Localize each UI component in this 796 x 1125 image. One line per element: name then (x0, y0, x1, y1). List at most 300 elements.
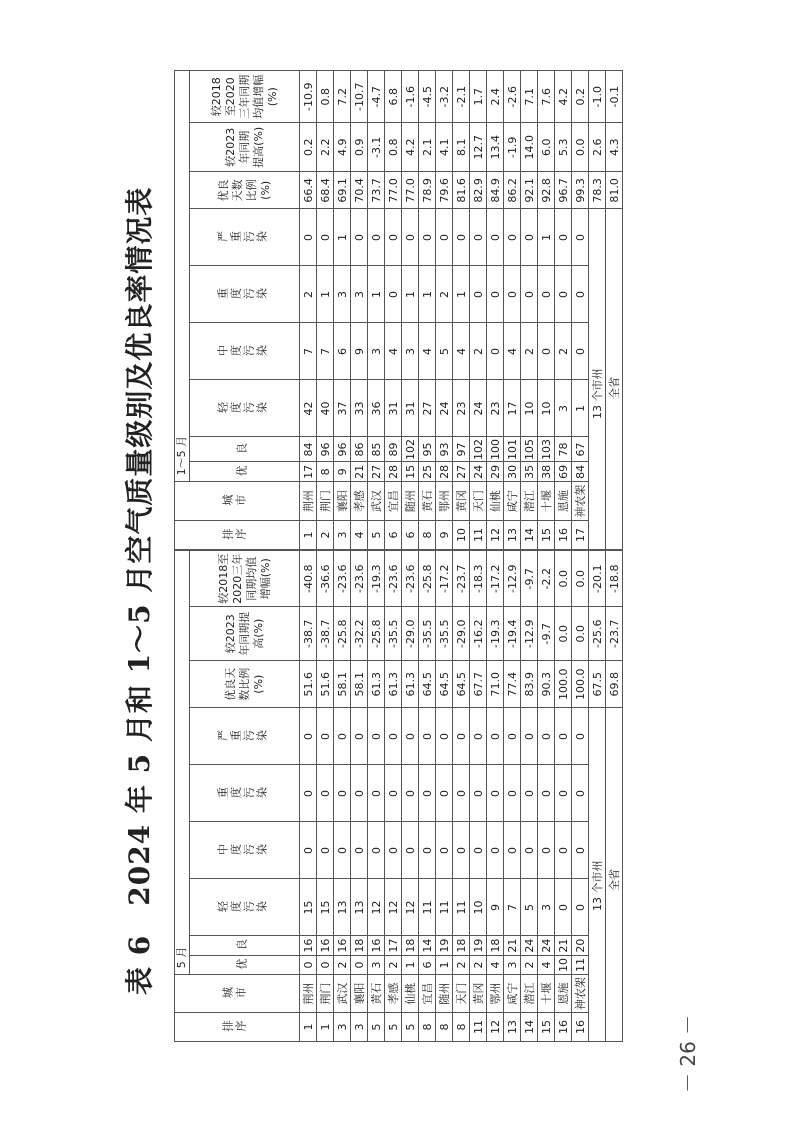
table-cell: 27 (419, 380, 436, 437)
table-cell: 0 (504, 209, 521, 266)
table-cell: 1.7 (470, 71, 487, 123)
table-cell: 12.7 (470, 123, 487, 172)
table-row (385, 551, 402, 1042)
table-row (572, 71, 589, 550)
table-cell: 0 (504, 765, 521, 822)
table-cell: 0 (334, 708, 351, 765)
ratio-header: 优良天数比例(%) (190, 172, 300, 209)
table-cell: -29.0 (453, 607, 470, 660)
table-cell: 4 (487, 955, 504, 974)
table-cell: 1 (334, 209, 351, 266)
table-cell: 0 (368, 822, 385, 879)
table-cell: 0 (317, 708, 334, 765)
table-cell: 0 (436, 765, 453, 822)
table-cell: 77.0 (402, 172, 419, 209)
table-cell: 0 (521, 708, 538, 765)
table-cell: 1 (402, 955, 419, 974)
table-cell: 81.6 (453, 172, 470, 209)
table-cell: 0 (538, 323, 555, 380)
table-cell: 0 (351, 209, 368, 266)
table-cell: 31 (385, 380, 402, 437)
table-cell: 11 (470, 1013, 487, 1042)
table-row (419, 551, 436, 1042)
table-cell: 78 (555, 437, 572, 462)
table-cell: 16 (300, 936, 317, 955)
table-cell: 19 (470, 936, 487, 955)
table-cell: 2 (436, 266, 453, 323)
table-cell: 16 (555, 1013, 572, 1042)
table-cell: 0 (538, 266, 555, 323)
table-cell: 1 (436, 955, 453, 974)
table-cell: 0 (385, 266, 402, 323)
table-cell: -2.1 (453, 71, 470, 123)
table-cell: 0 (521, 765, 538, 822)
table-cell: 0 (470, 822, 487, 879)
table-cell: 0 (402, 209, 419, 266)
table-cell: 96 (334, 437, 351, 462)
table-cell: 0.2 (572, 71, 589, 123)
vs2023-header: 较2023年同期提高(%) (190, 607, 300, 660)
table-cell: 0 (470, 765, 487, 822)
table-cell: 0 (555, 765, 572, 822)
table-cell: 24 (470, 462, 487, 482)
table-cell: 5 (368, 521, 385, 550)
table-cell: 100.0 (572, 660, 589, 708)
summary-cell: -1.0 (589, 71, 606, 123)
table-cell: -1.9 (504, 123, 521, 172)
table-row (538, 551, 555, 1042)
table-cell: 97 (453, 437, 470, 462)
table-cell: 4.2 (402, 123, 419, 172)
table-cell: 96 (317, 437, 334, 462)
table-cell: 86 (351, 437, 368, 462)
table-cell: 27 (368, 462, 385, 482)
table-cell: 8.1 (453, 123, 470, 172)
table-cell: 0.2 (300, 123, 317, 172)
table-cell: -12.9 (521, 607, 538, 660)
table-cell: 12 (487, 521, 504, 550)
table-cell: 92.8 (538, 172, 555, 209)
table-cell: 14 (521, 1013, 538, 1042)
table-row (521, 551, 538, 1042)
table-cell: 73.7 (368, 172, 385, 209)
table-cell: -2.2 (538, 551, 555, 607)
period-label-may: 5 月 (175, 551, 190, 975)
table-cell: 宜昌 (419, 975, 436, 1013)
summary-row (606, 71, 623, 550)
table-cell: 襄阳 (334, 482, 351, 521)
table-cell: -29.0 (402, 607, 419, 660)
table-row (470, 71, 487, 550)
table-cell: 0 (385, 765, 402, 822)
table-cell: 咸宁 (504, 482, 521, 521)
table-cell: 9 (351, 323, 368, 380)
table-cell: 64.5 (419, 660, 436, 708)
table-cell: 0 (300, 955, 317, 974)
table-cell: 61.3 (368, 660, 385, 708)
table-cell: 38 (538, 462, 555, 482)
table-cell: 0 (555, 708, 572, 765)
page-number: － 26 － (676, 1014, 700, 1093)
table-cell: 100 (487, 437, 504, 462)
table-cell: 3 (402, 323, 419, 380)
table-cell: 21 (555, 936, 572, 955)
table-cell: 51.6 (300, 660, 317, 708)
table-cell: -9.7 (538, 607, 555, 660)
table-cell: 10 (555, 955, 572, 974)
table-cell: 61.3 (402, 660, 419, 708)
city-header: 城市 (175, 975, 300, 1013)
table-cell: 1 (453, 266, 470, 323)
summary-cell: 69.8 (606, 660, 623, 708)
table-cell: 0 (402, 765, 419, 822)
table-cell: 0 (487, 266, 504, 323)
table-cell: 12 (368, 879, 385, 936)
table-cell: 69 (555, 462, 572, 482)
table-cell: 恩施 (555, 975, 572, 1013)
table-cell: 13 (351, 879, 368, 936)
excellent-header: 优 (190, 462, 300, 482)
table-cell: -23.6 (334, 551, 351, 607)
table-cell: 0 (572, 765, 589, 822)
table-cell: 3 (368, 323, 385, 380)
table-cell: 黄冈 (453, 482, 470, 521)
table-cell: 4 (419, 323, 436, 380)
table-cell: 5 (436, 323, 453, 380)
table-cell: 1 (300, 521, 317, 550)
document-title: 表 6 2024 年 5 月和 1～5 月空气质量级别及优良率情况表 (123, 186, 156, 995)
table-cell: 2.1 (419, 123, 436, 172)
table-cell: 13.4 (487, 123, 504, 172)
table-cell: 3 (334, 266, 351, 323)
table-cell: 4.2 (555, 71, 572, 123)
table-cell: 66.4 (300, 172, 317, 209)
table-cell: 0.0 (572, 551, 589, 607)
table-cell: 79.6 (436, 172, 453, 209)
summary-label: 全省 (606, 209, 623, 550)
table-cell: -40.8 (300, 551, 317, 607)
table-cell: 0 (368, 209, 385, 266)
table-row (402, 551, 419, 1042)
table-cell: 0 (385, 209, 402, 266)
table-cell: 0 (317, 209, 334, 266)
table-cell: -23.6 (402, 551, 419, 607)
table-cell: 4.1 (436, 123, 453, 172)
table-cell: 35 (521, 462, 538, 482)
table-cell: 64.5 (453, 660, 470, 708)
table-cell: 0 (504, 708, 521, 765)
table-cell: 86.2 (504, 172, 521, 209)
table-cell: 71.0 (487, 660, 504, 708)
table-cell: 12 (385, 879, 402, 936)
table-cell: -1.6 (402, 71, 419, 123)
table-cell: 6.0 (538, 123, 555, 172)
table-cell: 0.8 (317, 71, 334, 123)
table-cell: -16.2 (470, 607, 487, 660)
table-cell: -35.5 (436, 607, 453, 660)
table-cell: 84.9 (487, 172, 504, 209)
table-cell: 0 (470, 708, 487, 765)
table-cell: 28 (436, 462, 453, 482)
good-header: 良 (190, 437, 300, 462)
table-cell: 鄂州 (487, 975, 504, 1013)
table-cell: 0 (555, 879, 572, 936)
table-cell: 12 (487, 1013, 504, 1042)
table-cell: -38.7 (317, 607, 334, 660)
period-label-jan-may: 1～5 月 (175, 71, 190, 482)
table-cell: 宜昌 (385, 482, 402, 521)
table-cell: 77.4 (504, 660, 521, 708)
moderate-header: 中度污染 (190, 323, 300, 380)
table-row (453, 71, 470, 550)
table-cell: 7 (300, 323, 317, 380)
table-cell: 0 (453, 209, 470, 266)
table-cell: 15 (402, 462, 419, 482)
rank-header: 排序 (175, 521, 300, 550)
table-row (436, 551, 453, 1042)
table-cell: -35.5 (385, 607, 402, 660)
table-cell: 18 (351, 936, 368, 955)
table-cell: 7.2 (334, 71, 351, 123)
summary-cell: -23.7 (606, 607, 623, 660)
table-cell: 0 (572, 822, 589, 879)
table-cell: 3 (555, 380, 572, 437)
table-cell: 51.6 (317, 660, 334, 708)
table-cell: 0 (317, 955, 334, 974)
table-cell: 14.0 (521, 123, 538, 172)
table-cell: -38.7 (300, 607, 317, 660)
table-cell: 0 (572, 879, 589, 936)
table-cell: 0 (419, 765, 436, 822)
table-cell: 13 (504, 1013, 521, 1042)
table-cell: 2 (300, 266, 317, 323)
table-cell: 十堰 (538, 482, 555, 521)
table-cell: 0 (385, 708, 402, 765)
table-cell: -12.9 (504, 551, 521, 607)
table-row (419, 71, 436, 550)
table-cell: 6 (385, 521, 402, 550)
table-cell: 7.1 (521, 71, 538, 123)
table-cell: 2 (453, 955, 470, 974)
rank-header: 排序 (175, 1013, 300, 1042)
table-cell: 0 (538, 765, 555, 822)
table-cell: -19.3 (368, 551, 385, 607)
vs-avg-header: 较2018至2020三年同期均值增幅(%) (190, 71, 300, 123)
table-cell: 24 (521, 936, 538, 955)
table-cell: 4 (385, 323, 402, 380)
table-cell: 3 (368, 955, 385, 974)
table-cell: 61.3 (385, 660, 402, 708)
table-cell: 93 (436, 437, 453, 462)
table-cell: 1 (317, 1013, 334, 1042)
table-cell: 黄冈 (470, 975, 487, 1013)
table-cell: 36 (368, 380, 385, 437)
table-cell: 0.0 (555, 607, 572, 660)
table-row (436, 71, 453, 550)
table-cell: 1 (368, 266, 385, 323)
table-cell: -4.5 (419, 71, 436, 123)
table-cell: 30 (504, 462, 521, 482)
table-cell: 0 (470, 209, 487, 266)
table-cell: 5.3 (555, 123, 572, 172)
table-cell: 16 (555, 521, 572, 550)
table-cell: -2.6 (504, 71, 521, 123)
table-cell: 0 (487, 708, 504, 765)
table-cell: 15 (538, 1013, 555, 1042)
table-row (317, 71, 334, 550)
table-cell: 0 (300, 209, 317, 266)
table-cell: 2 (385, 955, 402, 974)
table-cell: 0 (351, 708, 368, 765)
table-cell: 荆门 (317, 975, 334, 1013)
table-cell: 孝感 (385, 975, 402, 1013)
table-cell: 0 (538, 822, 555, 879)
table-row (470, 551, 487, 1042)
table-cell: 15 (317, 879, 334, 936)
table-cell: 11 (436, 879, 453, 936)
table-cell: 0 (555, 266, 572, 323)
light-header: 轻度污染 (190, 380, 300, 437)
table-cell: 7.6 (538, 71, 555, 123)
table-cell: 33 (351, 380, 368, 437)
table-cell: 0 (368, 765, 385, 822)
table-cell: 90.3 (538, 660, 555, 708)
table-cell: 105 (521, 437, 538, 462)
summary-cell: 81.0 (606, 172, 623, 209)
table-cell: 28 (385, 462, 402, 482)
table-cell: 13 (334, 879, 351, 936)
table-cell: 23 (453, 380, 470, 437)
table-cell: 鄂州 (436, 482, 453, 521)
table-cell: -10.7 (351, 71, 368, 123)
table-row (402, 71, 419, 550)
summary-cell: 67.5 (589, 660, 606, 708)
summary-label: 13 个市州 (589, 708, 606, 1042)
table-cell: 18 (453, 936, 470, 955)
table-cell: 24 (470, 380, 487, 437)
table-row (572, 551, 589, 1042)
table-cell: 8 (436, 1013, 453, 1042)
heavy-header: 重度污染 (190, 765, 300, 822)
table-cell: 5 (368, 1013, 385, 1042)
table-cell: -3.1 (368, 123, 385, 172)
table-cell: 9 (334, 462, 351, 482)
table-cell: 武汉 (334, 975, 351, 1013)
table-cell: 2 (555, 323, 572, 380)
summary-label: 13 个市州 (589, 209, 606, 550)
table-cell: 100.0 (555, 660, 572, 708)
table-cell: -23.6 (385, 551, 402, 607)
table-cell: 8 (419, 1013, 436, 1042)
table-cell: 18 (402, 936, 419, 955)
table-cell: 4 (351, 521, 368, 550)
table-cell: 9 (436, 521, 453, 550)
table-cell: 1 (402, 266, 419, 323)
table-cell: 0 (487, 209, 504, 266)
table-cell: 7 (504, 879, 521, 936)
table-row (334, 551, 351, 1042)
table-cell: 31 (402, 380, 419, 437)
table-cell: 15 (300, 879, 317, 936)
table-cell: 0 (470, 266, 487, 323)
table-cell: 11 (572, 955, 589, 974)
table-cell: 武汉 (368, 482, 385, 521)
table-row (351, 551, 368, 1042)
table-cell: 潜江 (521, 482, 538, 521)
table-cell: 0 (572, 708, 589, 765)
table-cell: 3 (351, 266, 368, 323)
table-cell: 4 (504, 323, 521, 380)
table-cell: 0 (487, 323, 504, 380)
table-cell: 68.4 (317, 172, 334, 209)
table-row (555, 551, 572, 1042)
table-cell: 85 (368, 437, 385, 462)
table-cell: 13 (504, 521, 521, 550)
table-row (487, 551, 504, 1042)
table-cell: 0 (419, 708, 436, 765)
table-cell: 3 (538, 879, 555, 936)
table-cell: -17.2 (436, 551, 453, 607)
table-cell: 102 (402, 437, 419, 462)
excellent-header: 优 (190, 955, 300, 974)
table-cell: 荆门 (317, 482, 334, 521)
table-cell: 67.7 (470, 660, 487, 708)
table-cell: 10 (538, 380, 555, 437)
table-cell: 0 (572, 209, 589, 266)
table-cell: 10 (470, 879, 487, 936)
table-cell: 0 (555, 822, 572, 879)
table-cell: 0 (538, 708, 555, 765)
table-row (521, 71, 538, 550)
table-cell: 21 (351, 462, 368, 482)
table-cell: 0 (504, 266, 521, 323)
table-cell: 11 (453, 879, 470, 936)
table-cell: 16 (334, 936, 351, 955)
summary-cell: -0.1 (606, 71, 623, 123)
table-cell: 0 (334, 822, 351, 879)
table-cell: 孝感 (351, 482, 368, 521)
table-cell: 84 (300, 437, 317, 462)
summary-row (606, 551, 623, 1042)
table-cell: 77.0 (385, 172, 402, 209)
table-cell: 襄阳 (351, 975, 368, 1013)
table-cell: 64.5 (436, 660, 453, 708)
table-cell: -19.3 (487, 607, 504, 660)
table-cell: 3 (334, 1013, 351, 1042)
severe-header: 严重污染 (190, 708, 300, 765)
table-cell: 8 (453, 1013, 470, 1042)
summary-cell: -25.6 (589, 607, 606, 660)
table-cell: 27 (453, 462, 470, 482)
table-cell: 1 (300, 1013, 317, 1042)
table-cell: 58.1 (334, 660, 351, 708)
table-cell: 0 (300, 822, 317, 879)
table-cell: 1 (538, 209, 555, 266)
table-cell: 4 (453, 323, 470, 380)
table-cell: 16 (572, 1013, 589, 1042)
table-cell: 16 (368, 936, 385, 955)
table-cell: 7 (317, 323, 334, 380)
table-cell: 24 (436, 380, 453, 437)
table-cell: 14 (521, 521, 538, 550)
summary-cell: -20.1 (589, 551, 606, 607)
table-cell: 70.4 (351, 172, 368, 209)
severe-header: 严重污染 (190, 209, 300, 266)
table-cell: 5 (385, 1013, 402, 1042)
table-cell: 0 (487, 765, 504, 822)
table-cell: 17 (300, 462, 317, 482)
vs2023-header: 较2023年同期提高(%) (190, 123, 300, 172)
